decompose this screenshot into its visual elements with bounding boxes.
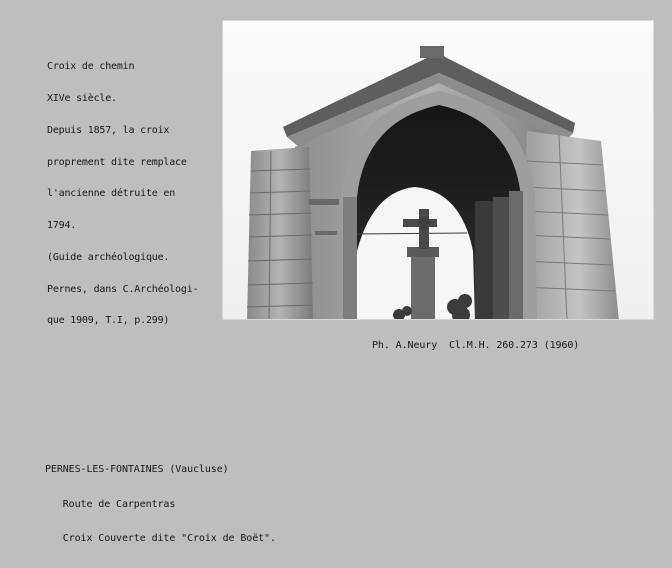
- note-line: l'ancienne détruite en: [47, 188, 176, 200]
- note-line: Pernes, dans C.Archéologi-: [47, 283, 199, 295]
- note-line: proprement dite remplace: [47, 156, 187, 168]
- caption-line-location: PERNES-LES-FONTAINES (Vaucluse): [45, 464, 229, 475]
- location-caption: [45, 441, 276, 568]
- note-line: (Guide archéologique.: [47, 251, 170, 263]
- monument-photo: [222, 20, 654, 320]
- historical-note: [47, 41, 219, 348]
- note-line: XIVe siècle.: [47, 92, 117, 104]
- note-line: Depuis 1857, la croix: [47, 124, 170, 136]
- caption-line-monument: Croix Couverte dite "Croix de Boët".: [45, 533, 276, 544]
- caption-line-road: Route de Carpentras: [45, 498, 176, 510]
- note-line: 1794.: [47, 220, 77, 232]
- note-line: Croix de chemin: [47, 61, 135, 73]
- covered-cross-photo-image: [223, 21, 654, 320]
- photo-credit: Ph. A.Neury Cl.M.H. 260.273 (1960): [372, 340, 580, 351]
- note-line: que 1909, T.I, p.299): [47, 315, 170, 327]
